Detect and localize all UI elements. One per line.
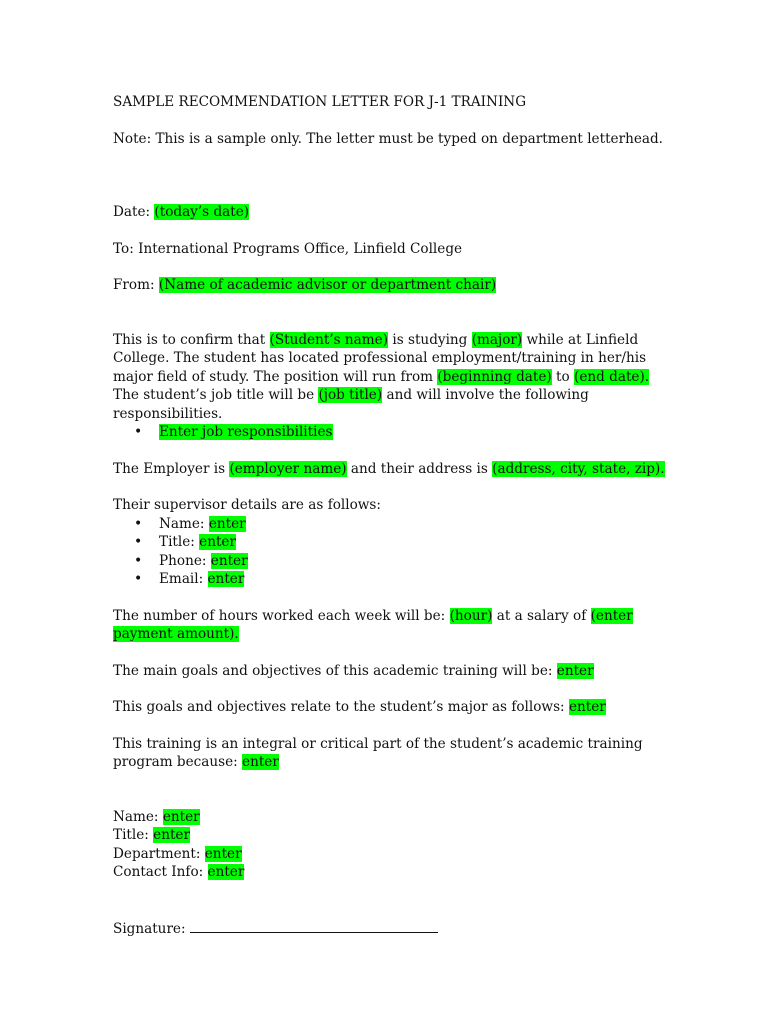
from-field: (Name of academic advisor or department chair) <box>158 277 497 293</box>
confirmation-paragraph <box>113 331 673 424</box>
closing-contact-label: Contact Info: <box>113 864 208 880</box>
responsibility-field: Enter job responsibilities <box>159 424 333 440</box>
date-field: (today’s date) <box>154 204 250 220</box>
hours-text-1: The number of hours worked each week will be: <box>113 607 450 624</box>
list-item <box>159 552 673 571</box>
salary-field-cont: payment amount). <box>113 626 239 642</box>
major-field: (major) <box>471 331 523 348</box>
closing-department-label: Department: <box>113 845 205 862</box>
from-label: From: <box>113 277 159 293</box>
responsibilities-list <box>113 423 673 442</box>
confirm-text-1: This is to confirm that <box>113 331 270 348</box>
hours-text-2: at a salary of <box>492 607 591 624</box>
closing-name-label: Name: <box>113 808 163 825</box>
list-item <box>159 533 673 552</box>
supervisor-phone-label: Phone: <box>159 552 211 569</box>
supervisor-phone-field: enter <box>210 552 248 569</box>
confirm-text-4: to <box>551 368 575 385</box>
confirm-text-3: while at Linfield College. The student has located professional employment/training in her/his major field of study. The position will run from <box>113 331 647 385</box>
letter-page <box>113 93 673 938</box>
date-label: Date: <box>113 204 155 220</box>
closing-name-field: enter <box>162 808 200 825</box>
list-item <box>159 515 673 534</box>
closing-block <box>113 808 673 882</box>
employer-address-field: (address, city, state, zip). <box>492 460 665 477</box>
supervisor-title-field: enter <box>199 534 236 550</box>
list-item <box>159 570 673 589</box>
supervisor-intro: Their supervisor details are as follows: <box>113 497 381 513</box>
hours-paragraph <box>113 607 673 644</box>
employer-text-1: The Employer is <box>113 460 230 477</box>
date-line <box>113 203 673 222</box>
closing-contact-line <box>113 863 673 882</box>
closing-name-line <box>113 808 673 827</box>
supervisor-list <box>113 515 673 589</box>
end-date-field: (end date). <box>574 368 650 385</box>
supervisor-name-field: enter <box>208 515 246 532</box>
student-name-field: (Student’s name) <box>269 331 389 348</box>
confirm-text-6: and will involve the following responsibilities. <box>113 387 589 422</box>
beginning-date-field: (beginning date) <box>437 368 552 385</box>
signature-blank <box>190 918 438 933</box>
integral-paragraph <box>113 735 673 772</box>
employer-name-field: (employer name) <box>229 460 347 477</box>
goals-text: The main goals and objectives of this academic training will be: <box>113 662 557 679</box>
closing-title-line <box>113 826 673 845</box>
goals-line <box>113 662 673 681</box>
employer-text-2: and their address is <box>346 460 493 477</box>
supervisor-name-label: Name: <box>159 515 209 532</box>
salary-field: (enter <box>590 607 633 624</box>
supervisor-email-field: enter <box>207 571 245 587</box>
relate-line <box>113 698 673 717</box>
relate-text: This goals and objectives relate to the student’s major as follows: <box>113 699 569 715</box>
list-item <box>159 423 673 442</box>
letter-heading: SAMPLE RECOMMENDATION LETTER FOR J-1 TRAINING <box>113 94 527 110</box>
closing-title-label: Title: <box>113 827 154 843</box>
supervisor-title-label: Title: <box>159 534 200 550</box>
from-line <box>113 276 673 295</box>
job-title-field: (job title) <box>318 387 383 403</box>
integral-field: enter <box>242 754 279 770</box>
to-line: To: International Programs Office, Linfield College <box>113 240 463 257</box>
closing-department-line <box>113 845 673 864</box>
relate-field: enter <box>568 699 606 715</box>
letterhead-note: Note: This is a sample only. The letter must be typed on department letterhead. <box>113 130 664 147</box>
confirm-text-5: The student’s job title will be <box>113 387 319 403</box>
closing-department-field: enter <box>204 845 242 862</box>
supervisor-email-label: Email: <box>159 571 208 587</box>
closing-contact-field: enter <box>207 864 245 880</box>
confirm-text-2: is studying <box>388 331 472 348</box>
closing-title-field: enter <box>153 827 190 843</box>
goals-field: enter <box>556 662 594 679</box>
integral-text: This training is an integral or critical part of the student’s academic training program because: <box>113 735 643 770</box>
signature-label: Signature: <box>113 920 190 937</box>
signature-line <box>113 918 673 939</box>
employer-line <box>113 460 673 479</box>
hours-field: (hour) <box>449 607 493 624</box>
